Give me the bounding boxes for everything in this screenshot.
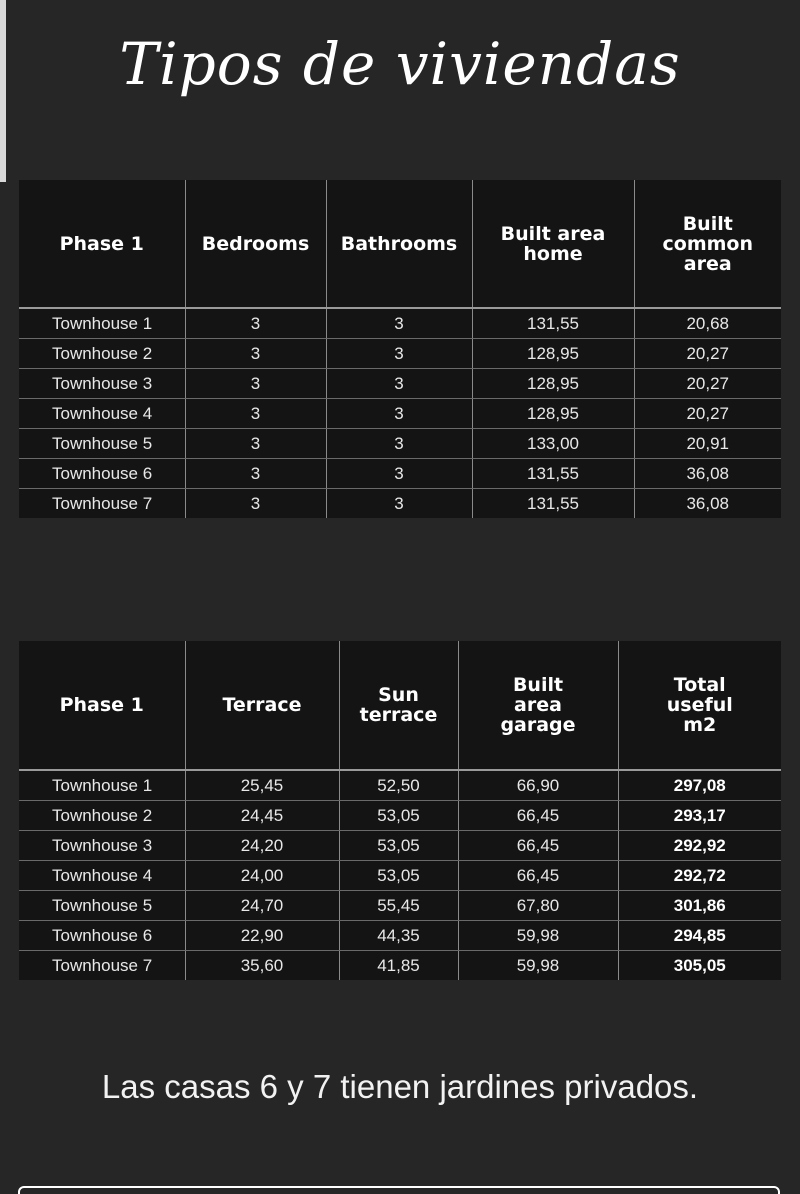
table-row	[19, 459, 781, 489]
table-cell: 22,90	[185, 921, 339, 951]
table-cell-total: 292,72	[618, 861, 781, 891]
table-cell: Townhouse 1	[19, 770, 185, 801]
column-header-terrace: Terrace	[185, 641, 339, 770]
table-cell: 55,45	[339, 891, 458, 921]
table-cell: Townhouse 7	[52, 493, 153, 513]
table-cell: Townhouse 5	[19, 429, 185, 459]
column-header-built-area-home: Built area home	[472, 180, 634, 308]
table-cell: 3	[326, 339, 472, 369]
table-cell: 36,08	[634, 459, 781, 489]
table-row	[19, 770, 781, 801]
table-header-row	[19, 180, 781, 308]
table-cell-total: 305,05	[618, 951, 781, 981]
table-cell: Townhouse 3	[19, 369, 185, 399]
table-cell: 20,91	[634, 429, 781, 459]
table-cell: 24,70	[185, 891, 339, 921]
table-cell: 35,60	[185, 951, 339, 981]
table-cell: 20,68	[634, 308, 781, 339]
table-cell: 3	[326, 369, 472, 399]
table-cell: 66,45	[458, 861, 618, 891]
table-cell: 131,55	[472, 489, 634, 519]
table-cell: 66,90	[458, 770, 618, 801]
table-header-row	[19, 641, 781, 770]
table-row	[19, 951, 781, 981]
column-header-built-area-garage: Built area garage	[458, 641, 618, 770]
table-row	[19, 831, 781, 861]
table-row	[19, 429, 781, 459]
table-cell-total: 293,17	[618, 801, 781, 831]
table-cell: 3	[326, 399, 472, 429]
table-cell: Townhouse 2	[19, 339, 185, 369]
table-cell: 3	[185, 369, 326, 399]
table-cell: 20,27	[634, 339, 781, 369]
table-cell: 3	[185, 308, 326, 339]
column-header-built-common-area: Built common area	[634, 180, 781, 308]
table-cell: Townhouse 1	[19, 308, 185, 339]
table-cell: 3	[185, 429, 326, 459]
outdoor-totals-table	[19, 641, 781, 980]
table-row	[19, 399, 781, 429]
table-cell: 53,05	[339, 801, 458, 831]
table-cell: 3	[326, 308, 472, 339]
table-row	[19, 369, 781, 399]
next-section-card[interactable]	[18, 1186, 780, 1194]
column-header-phase: Phase 1	[19, 180, 185, 308]
table-cell: 66,45	[458, 831, 618, 861]
table-row	[19, 891, 781, 921]
table-cell: 24,20	[185, 831, 339, 861]
table-cell: 3	[185, 399, 326, 429]
table-cell: 3	[185, 459, 326, 489]
table-cell: 128,95	[472, 339, 634, 369]
table-cell: 25,45	[185, 770, 339, 801]
table-cell: Townhouse 4	[19, 861, 185, 891]
table-cell: 66,45	[458, 801, 618, 831]
table-cell: 53,05	[339, 831, 458, 861]
column-header-bedrooms: Bedrooms	[185, 180, 326, 308]
housing-areas-table	[19, 180, 781, 518]
table-cell: 24,45	[185, 801, 339, 831]
table-cell: 131,55	[472, 308, 634, 339]
table-cell: Townhouse 6	[19, 459, 185, 489]
table-cell: Townhouse 5	[19, 891, 185, 921]
table-row	[19, 861, 781, 891]
table-cell: 36,08	[634, 489, 781, 519]
table-row	[19, 801, 781, 831]
column-header-total-useful-m2: Total useful m2	[618, 641, 781, 770]
table-cell: 53,05	[339, 861, 458, 891]
table-cell: 3	[326, 459, 472, 489]
table-row	[19, 308, 781, 339]
table-cell-total: 297,08	[618, 770, 781, 801]
table-cell-total: 301,86	[618, 891, 781, 921]
table-cell: 44,35	[339, 921, 458, 951]
gardens-note: Las casas 6 y 7 tienen jardines privados.	[101, 1068, 699, 1105]
table-cell: Townhouse 2	[19, 801, 185, 831]
table-row	[19, 921, 781, 951]
table-row	[19, 489, 781, 519]
table-cell: 3	[185, 339, 326, 369]
table-cell: 67,80	[458, 891, 618, 921]
table-cell: 59,98	[458, 921, 618, 951]
table-cell: Townhouse 4	[19, 399, 185, 429]
table-cell-total: 294,85	[618, 921, 781, 951]
column-header-bathrooms: Bathrooms	[326, 180, 472, 308]
page-title: Tipos de viviendas	[119, 30, 681, 98]
table-cell: 24,00	[185, 861, 339, 891]
table-cell: Townhouse 6	[19, 921, 185, 951]
table-cell: 3	[326, 489, 472, 519]
table-cell: Townhouse 3	[19, 831, 185, 861]
table-cell: 3	[185, 489, 326, 519]
table-cell: 41,85	[339, 951, 458, 981]
table-row	[19, 339, 781, 369]
table-cell: 3	[326, 429, 472, 459]
column-header-phase: Phase 1	[19, 641, 185, 770]
table-cell: 20,27	[634, 399, 781, 429]
table-cell: 131,55	[472, 459, 634, 489]
table-cell: 133,00	[472, 429, 634, 459]
table-cell: Townhouse 7	[52, 955, 153, 975]
column-header-sun-terrace: Sun terrace	[339, 641, 458, 770]
table-cell: 20,27	[634, 369, 781, 399]
table-cell: 128,95	[472, 399, 634, 429]
table-cell: 128,95	[472, 369, 634, 399]
table-cell-total: 292,92	[618, 831, 781, 861]
table-cell: 59,98	[458, 951, 618, 981]
table-cell: 52,50	[339, 770, 458, 801]
